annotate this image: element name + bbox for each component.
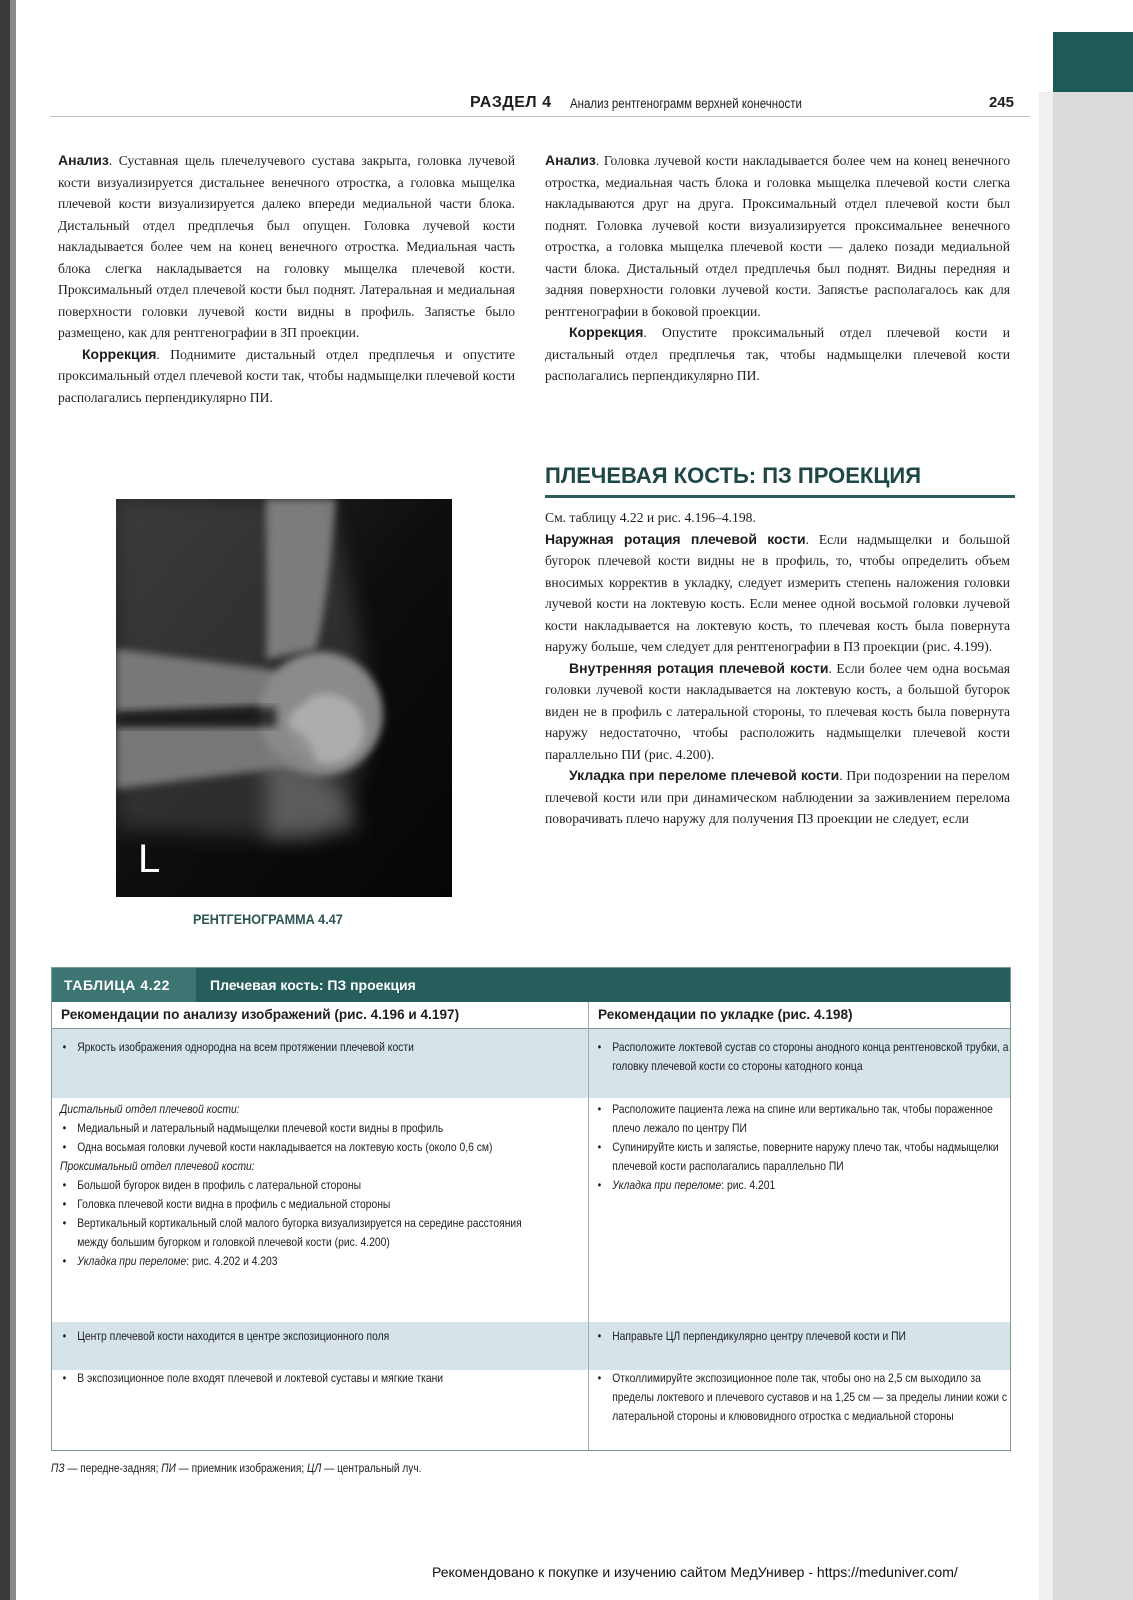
table-column-divider [588, 1002, 589, 1450]
table-header-row [52, 1002, 1010, 1029]
table-row-4-left-item: • В экспозиционное поле входят плечевой и локтевой суставы и мягкие ткани [60, 1369, 546, 1388]
fracture-right-item [595, 1176, 1021, 1195]
table-number-box [52, 968, 196, 1002]
table-title-bar [52, 968, 1010, 1002]
chapter-tab [1053, 32, 1133, 92]
fracture-left-item [60, 1252, 546, 1271]
right-correction-text: . Опустите проксимальный отдел плечевой кости и дистальный отдел предплечья так, чтобы надмыщелки плечевой кости располагались перпендикулярно ПИ. [545, 325, 1010, 383]
section-title: Анализ рентгенограмм верхней конечности [570, 96, 802, 111]
distal-label: Дистальный отдел плечевой кости: [60, 1102, 240, 1116]
left-analysis-paragraph [58, 150, 515, 344]
table-row-2-left [60, 1100, 530, 1271]
abbr-pi-def: — приемник изображения; [175, 1463, 308, 1475]
footer-note: Рекомендовано к покупке и изучению сайтом МедУнивер - https://meduniver.com/ [432, 1564, 958, 1580]
table-row-1-left [60, 1038, 530, 1057]
right-analysis-text: . Головка лучевой кости накладывается более чем на конец венечного отростка, медиальная часть блока и головка мыщелка плечевой кости слегка накладываются друг на друга. Проксимальный отдел плечевой кости был поднят. Головка лучевой кости визуализируется проксимальнее венечного отростка, а головка мыщелка плечевой кости — далеко позади медиальной части блока. Дистальный отдел предплечья был поднят. Видны передняя и задняя поверхности головки лучевой кости. Запястье располагалось как для рентгенографии в боковой проекции. [545, 153, 1010, 319]
page-edge-right [1053, 92, 1133, 1600]
section-intro: См. таблицу 4.22 и рис. 4.196–4.198. [545, 510, 756, 525]
running-header [470, 94, 1030, 120]
figure-caption: РЕНТГЕНОГРАММА 4.47 [193, 911, 343, 927]
section-heading-rule [545, 495, 1015, 498]
table-row-1-right-item: • Расположите локтевой сустав со стороны анодного конца рентгеновской трубки, а головку плечевой кости со стороны катодного конца [595, 1038, 1021, 1076]
abbr-cl: ЦЛ [307, 1463, 322, 1475]
fracture-positioning-text: . При подозрении на перелом плечевой кости или при динамическом наблюдении за заживлением перелома поворачивать плечо наружу для получения ПЗ проекции не следует, если [545, 768, 1010, 826]
right-correction-paragraph [545, 322, 1010, 387]
external-rotation-text: . Если надмыщелки и большой бугорок плечевой кости видны не в профиль, то, чтобы определить объем вносимых корректив в укладку, следует измерить степень наложения головки лучевой кости на локтевую кость. Если менее одной восьмой головки лучевой кости накладывается на локтевую кость, то плечевая кость была повернута наружу больше, чем следует для рентгенографии в ПЗ проекции (рис. 4.199). [545, 531, 1011, 654]
table-row-1-left-item: • Яркость изображения однородна на всем протяжении плечевой кости [60, 1038, 546, 1057]
left-correction-lead: Коррекция [82, 345, 157, 362]
abbr-pz-def: — передне-задняя; [64, 1463, 162, 1475]
fracture-positioning-paragraph [545, 765, 1010, 830]
internal-rotation-lead: Внутренняя ротация плечевой кости [569, 659, 829, 676]
right-column-section [545, 507, 1010, 830]
distal-item-1: • Медиальный и латеральный надмыщелки плечевой кости видны в профиль [60, 1119, 546, 1138]
abbr-cl-def: — центральный луч. [321, 1463, 422, 1475]
right-correction-lead: Коррекция [569, 324, 644, 340]
table-row-4-left [60, 1369, 530, 1388]
right-analysis-paragraph [545, 150, 1010, 322]
scan-edge-left [0, 0, 10, 1600]
table-header-positioning: Рекомендации по укладке (рис. 4.198) [598, 1007, 853, 1022]
external-rotation-lead: Наружная ротация плечевой кости [545, 530, 806, 547]
internal-rotation-text: . Если более чем одна восьмая головки лучевой кости накладывается на локтевую кость, а большой бугорок виден не в профиль с латеральной стороны, то плечевая кость была повернута наружу недостаточно, чтобы расположить надмыщелки плечевой кости параллельно ПИ (рис. 4.200). [545, 660, 1011, 762]
proximal-item-1: • Большой бугорок виден в профиль с латеральной стороны [60, 1176, 546, 1195]
table-row-3-left [60, 1327, 530, 1346]
table-row-3-left-item: • Центр плечевой кости находится в центре экспозиционного поля [60, 1327, 546, 1346]
radiograph-image [116, 499, 452, 897]
table-row-3-right-item: • Направьте ЦЛ перпендикулярно центру плечевой кости и ПИ [595, 1327, 1021, 1346]
right-analysis-lead: Анализ [545, 152, 596, 168]
fracture-left-label: Укладка при переломе [77, 1254, 187, 1268]
radiograph-side-marker: L [138, 837, 161, 881]
external-rotation-paragraph [545, 529, 1010, 658]
left-correction-paragraph [58, 344, 515, 409]
section-label: РАЗДЕЛ 4 [470, 94, 552, 111]
radiograph-drawing [116, 499, 452, 897]
abbreviations-note [51, 1463, 421, 1475]
table-row-1-right [595, 1038, 1009, 1076]
table-number: ТАБЛИЦА 4.22 [64, 977, 171, 993]
proximal-label: Проксимальный отдел плечевой кости: [60, 1159, 255, 1173]
table-row-3-right [595, 1327, 1005, 1346]
proximal-item-3: • Вертикальный кортикальный слой малого бугорка визуализируется на середине расстояния между большим бугорком и головкой плечевой кости (рис. 4.200) [60, 1214, 546, 1252]
page-edge-right-shade [1039, 92, 1053, 1600]
table-row-2-right [595, 1100, 1005, 1195]
fracture-left-text: : рис. 4.202 и 4.203 [186, 1254, 278, 1268]
positioning-item-1: • Расположите пациента лежа на спине или вертикально так, чтобы пораженное плечо лежало по центру ПИ [595, 1100, 1021, 1138]
fracture-right-text: : рис. 4.201 [721, 1178, 776, 1192]
left-column [58, 150, 515, 408]
table-title: Плечевая кость: ПЗ проекция [210, 977, 416, 993]
scan-edge-left-shade [10, 0, 16, 1600]
page-number: 245 [988, 94, 1014, 111]
fracture-positioning-lead: Укладка при переломе плечевой кости [569, 767, 840, 783]
right-column [545, 150, 1010, 387]
table-header-analysis: Рекомендации по анализу изображений (рис. 4.196 и 4.197) [61, 1007, 460, 1022]
table-row-4-right [595, 1369, 1005, 1426]
proximal-item-2: • Головка плечевой кости видна в профиль с медиальной стороны [60, 1195, 546, 1214]
internal-rotation-paragraph [545, 658, 1010, 766]
header-rule [50, 116, 1030, 117]
table-row-4-right-item: • Отколлимируйте экспозиционное поле так, чтобы оно на 2,5 см выходило за пределы локтевого и плечевого суставов и на 1,25 см — за пределы линии кожи с латеральной стороны и клювовидного отростка с медиальной стороны [595, 1369, 1021, 1426]
fracture-right-label: Укладка при переломе [612, 1178, 722, 1192]
section-heading: ПЛЕЧЕВАЯ КОСТЬ: ПЗ ПРОЕКЦИЯ [545, 463, 922, 488]
abbr-pi: ПИ [161, 1463, 176, 1475]
left-analysis-lead: Анализ [58, 152, 109, 168]
positioning-item-2: • Супинируйте кисть и запястье, поверните наружу плечо так, чтобы надмыщелки плечевой кости располагались параллельно ПИ [595, 1138, 1021, 1176]
distal-item-2: • Одна восьмая головки лучевой кости накладывается на локтевую кость (около 0,6 см) [60, 1138, 546, 1157]
left-analysis-text: . Суставная щель плечелучевого сустава закрыта, головка лучевой кости визуализируется дистальнее венечного отростка, а головка мыщелка плечевой кости визуализируется далеко впереди медиальной части блока. Дистальный отдел предплечья был опущен. Головка лучевой кости накладывается более чем на конец венечного отростка. Медиальная часть блока слегка накладывается на головку мыщелка плечевой кости. Проксимальный отдел плечевой кости был поднят. Латеральная и медиальная поверхности головки лучевой кости видны в профиль. Запястье было размещено, как для рентгенографии в ЗП проекции. [58, 153, 515, 340]
left-correction-text: . Поднимите дистальный отдел предплечья и опустите проксимальный отдел плечевой кости так, чтобы надмыщелки плечевой кости располагались перпендикулярно ПИ. [58, 346, 515, 405]
abbr-pz: ПЗ [51, 1463, 65, 1475]
